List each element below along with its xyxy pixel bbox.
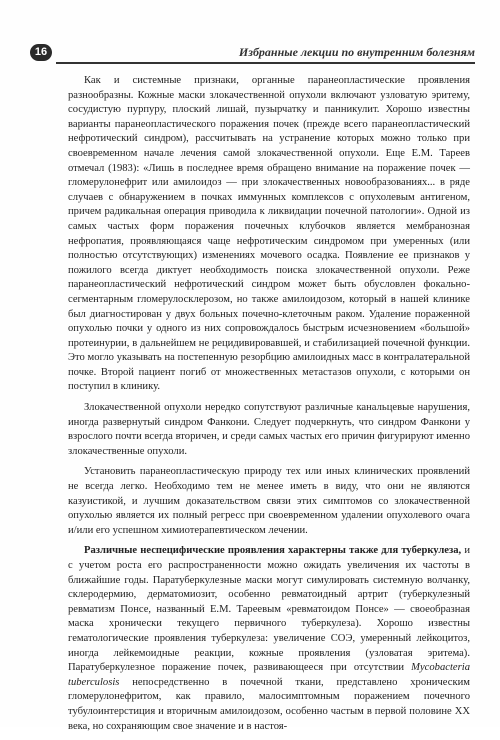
paragraph-text: непосредственно в почечной ткани, представлено хроническим гломерулонефритом, как правило, малосимптомным поражением почечного тубулоинтерстиция и вторичным амилоидозом, особенно частым в первой половине XX века, но сохраняющим свое значение и в настоя- (68, 676, 470, 732)
paragraph: Как и системные признаки, органные паранеопластические проявления разнообразны. Кожные маски злокачественной опухоли включают узловатую эритему, сосудистую пурпуру, плоский лишай, пузырчатку и панникулит. Хорошо известны варианты паранеопластического поражения почек (прежде всего паранеопластический нефротический синдром), рассчитывать на устранение которых можно только при своевременном начале лечения самой злокачественной опухоли. Еще Е.М. Тареев отмечал (1983): «Лишь в последнее время обращено внимание на поражение почек — гломерулонефрит или амилоидоз — при злокачественных новообразованиях... в ряде случаев с обнаружением в почках иммунных комплексов с опухолевым антигеном, причем радикальная операция приводила к ликвидации почечной патологии». Одной из самых частых форм поражения почечных клубочков является мембранозная нефропатия, проявляющаяся чаще нефротическим синдромом при умеренных (или полностью отсутствующих) изменениях мочевого осадка. Появление ее признаков у пожилого всегда диктует необходимость поиска злокачественной опухоли. Реже паранеопластический нефротический синдром может быть обусловлен фокально-сегментарным гломерулосклерозом, но также амилоидозом, который в нашей клинике был диагностирован у двух больных почечно-клеточным раком. Удаление пораженной опухолью почки у одного из них сопровождалось быстрым исчезновением «большой» протеинурии, в дальнейшем не рецидивировавшей, и стабилизацией почечной функции. Это могло указывать на постепенную резорбцию амилоидных масс в контралатеральной почке. Второй пациент погиб от множественных метастазов опухоли, с которыми он поступил в клинику. (68, 75, 470, 393)
header-rule (56, 62, 475, 64)
running-title: Избранные лекции по внутренним болезням (238, 45, 475, 59)
paragraph-text: и с учетом роста его распространенности можно ожидать увеличения их частоты в ближайшие годы. Паратуберкулезные маски могут симулировать системную волчанку, склеродермию, дерматомиозит, особенно ревматоидный артрит (туберкулезный ревматизм Понсе, названный Е.М. Тареевым «ревматоидом Понсе» — своеобразная маска хронически текущего первичного туберкулеза). Хорошо известны гематологические проявления туберкулеза: увеличение СОЭ, умеренный лейкоцитоз, иногда лейкемоидные реакции, кожные проявления (узловатая эритема). Паратуберкулезное поражение почек, развивающееся при отсутствии (68, 545, 470, 674)
page-number: 16 (30, 44, 52, 61)
paragraph-lead: Различные неспецифические проявления характерны также для туберкулеза, (84, 545, 462, 557)
running-header (30, 44, 475, 64)
body-text (68, 74, 470, 740)
latin-term: Mycobacteria tuberculosis (68, 662, 470, 688)
paragraph (68, 544, 470, 734)
paragraph: Установить паранеопластическую природу тех или иных клинических проявлений не всегда легко. Необходимо тем не менее иметь в виду, что они не являются казуистикой, и лучшим доказательством связи этих симптомов со злокачественной опухолью является их полный регресс при своевременном удалении опухолевого очага и/или его успешном химиотерапевтическом лечении. (68, 466, 470, 536)
paragraph: Злокачественной опухоли нередко сопутствуют различные канальцевые нарушения, иногда развернутый синдром Фанкони. Следует подчеркнуть, что синдром Фанкони у взрослого почти всегда вторичен, и среди самых частых его причин фигурируют именно злокачественные опухоли. (68, 402, 470, 457)
